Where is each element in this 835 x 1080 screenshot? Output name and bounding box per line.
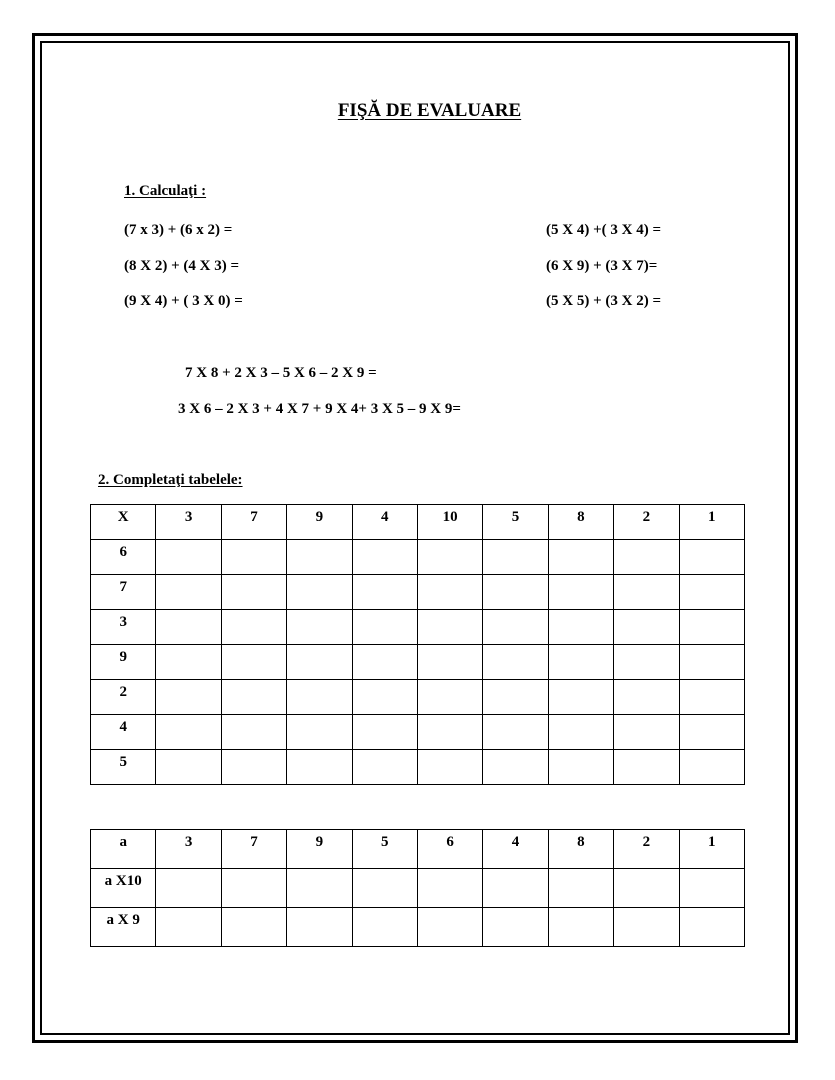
table-row [91,869,745,908]
answer-cell[interactable] [287,750,352,785]
answer-cell[interactable] [614,680,679,715]
header-cell: 2 [614,505,679,540]
table-header-row [91,830,745,869]
row-label: 5 [91,750,156,785]
answer-cell[interactable] [287,575,352,610]
answer-cell[interactable] [287,610,352,645]
answer-cell[interactable] [614,645,679,680]
answer-cell[interactable] [156,750,221,785]
answer-cell[interactable] [679,750,744,785]
answer-cell[interactable] [221,575,286,610]
answer-cell[interactable] [221,715,286,750]
answer-cell[interactable] [156,610,221,645]
answer-cell[interactable] [221,869,286,908]
answer-cell[interactable] [156,908,221,947]
answer-cell[interactable] [614,750,679,785]
answer-cell[interactable] [483,610,548,645]
answer-cell[interactable] [287,680,352,715]
answer-cell[interactable] [679,869,744,908]
answer-cell[interactable] [483,715,548,750]
expression-1: 7 X 8 + 2 X 3 – 5 X 6 – 2 X 9 = [185,365,377,381]
exercise-left-3: (9 X 4) + ( 3 X 0) = [124,293,243,309]
answer-cell[interactable] [417,540,482,575]
answer-cell[interactable] [483,645,548,680]
exercise-right-3: (5 X 5) + (3 X 2) = [546,293,661,309]
answer-cell[interactable] [483,680,548,715]
answer-cell[interactable] [352,680,417,715]
exercise-right-2: (6 X 9) + (3 X 7)= [546,258,658,274]
answer-cell[interactable] [287,869,352,908]
answer-cell[interactable] [679,680,744,715]
header-cell: 8 [548,505,613,540]
answer-cell[interactable] [679,610,744,645]
answer-cell[interactable] [614,715,679,750]
answer-cell[interactable] [156,575,221,610]
answer-cell[interactable] [483,908,548,947]
answer-cell[interactable] [548,869,613,908]
header-cell: 7 [221,830,286,869]
header-cell: 9 [287,505,352,540]
row-label: a X10 [91,869,156,908]
answer-cell[interactable] [352,750,417,785]
answer-cell[interactable] [483,540,548,575]
row-label: a X 9 [91,908,156,947]
answer-cell[interactable] [352,575,417,610]
answer-cell[interactable] [287,540,352,575]
answer-cell[interactable] [548,750,613,785]
header-cell: 5 [352,830,417,869]
multiplication-table [90,504,745,785]
header-cell: 3 [156,505,221,540]
exercise-left-2: (8 X 2) + (4 X 3) = [124,258,239,274]
answer-cell[interactable] [221,680,286,715]
answer-cell[interactable] [417,610,482,645]
answer-cell[interactable] [287,715,352,750]
header-cell: a [91,830,156,869]
row-label: 7 [91,575,156,610]
row-label: 4 [91,715,156,750]
header-cell: 4 [352,505,417,540]
answer-cell[interactable] [352,540,417,575]
answer-cell[interactable] [156,645,221,680]
answer-cell[interactable] [614,610,679,645]
answer-cell[interactable] [221,540,286,575]
answer-cell[interactable] [483,750,548,785]
page-title: FIŞĂ DE EVALUARE [337,100,522,121]
answer-cell[interactable] [417,869,482,908]
answer-cell[interactable] [679,575,744,610]
answer-cell[interactable] [548,680,613,715]
answer-cell[interactable] [156,540,221,575]
answer-cell[interactable] [156,869,221,908]
answer-cell[interactable] [548,575,613,610]
header-cell: 2 [614,830,679,869]
answer-cell[interactable] [352,869,417,908]
header-cell: 4 [483,830,548,869]
row-label: 6 [91,540,156,575]
answer-cell[interactable] [352,715,417,750]
header-cell: X [91,505,156,540]
answer-cell[interactable] [548,715,613,750]
header-cell: 8 [548,830,613,869]
section1-heading: 1. Calculaţi : [124,183,207,199]
row-label: 3 [91,610,156,645]
answer-cell[interactable] [483,869,548,908]
answer-cell[interactable] [483,575,548,610]
answer-cell[interactable] [287,645,352,680]
table-row [91,750,745,785]
header-cell: 5 [483,505,548,540]
answer-cell[interactable] [548,610,613,645]
table-header-row [91,505,745,540]
answer-cell[interactable] [548,645,613,680]
table-row [91,575,745,610]
header-cell: 10 [417,505,482,540]
table-row [91,540,745,575]
row-label: 9 [91,645,156,680]
header-cell: 1 [679,505,744,540]
answer-cell[interactable] [221,750,286,785]
answer-cell[interactable] [221,645,286,680]
header-cell: 6 [417,830,482,869]
section2-heading: 2. Completaţi tabelele: [98,472,243,488]
answer-cell[interactable] [614,540,679,575]
answer-cell[interactable] [417,908,482,947]
header-cell: 7 [221,505,286,540]
answer-cell[interactable] [221,610,286,645]
answer-cell[interactable] [287,908,352,947]
header-cell: 3 [156,830,221,869]
answer-cell[interactable] [352,645,417,680]
answer-cell[interactable] [156,715,221,750]
answer-cell[interactable] [417,575,482,610]
exercise-left-1: (7 x 3) + (6 x 2) = [124,222,233,238]
answer-cell[interactable] [417,715,482,750]
answer-cell[interactable] [417,645,482,680]
expression-2: 3 X 6 – 2 X 3 + 4 X 7 + 9 X 4+ 3 X 5 – 9 X 9= [178,401,461,417]
times-ten-nine-table [90,829,745,947]
table-row [91,680,745,715]
header-cell: 1 [679,830,744,869]
answer-cell[interactable] [679,715,744,750]
answer-cell[interactable] [614,908,679,947]
table-row [91,715,745,750]
answer-cell[interactable] [548,540,613,575]
header-cell: 9 [287,830,352,869]
row-label: 2 [91,680,156,715]
answer-cell[interactable] [548,908,613,947]
answer-cell[interactable] [679,540,744,575]
answer-cell[interactable] [679,908,744,947]
table-row [91,645,745,680]
exercise-right-1: (5 X 4) +( 3 X 4) = [546,222,661,238]
answer-cell[interactable] [417,750,482,785]
answer-cell[interactable] [614,575,679,610]
answer-cell[interactable] [352,610,417,645]
answer-cell[interactable] [352,908,417,947]
table-row [91,610,745,645]
answer-cell[interactable] [221,908,286,947]
table-row [91,908,745,947]
answer-cell[interactable] [614,869,679,908]
answer-cell[interactable] [679,645,744,680]
answer-cell[interactable] [417,680,482,715]
answer-cell[interactable] [156,680,221,715]
